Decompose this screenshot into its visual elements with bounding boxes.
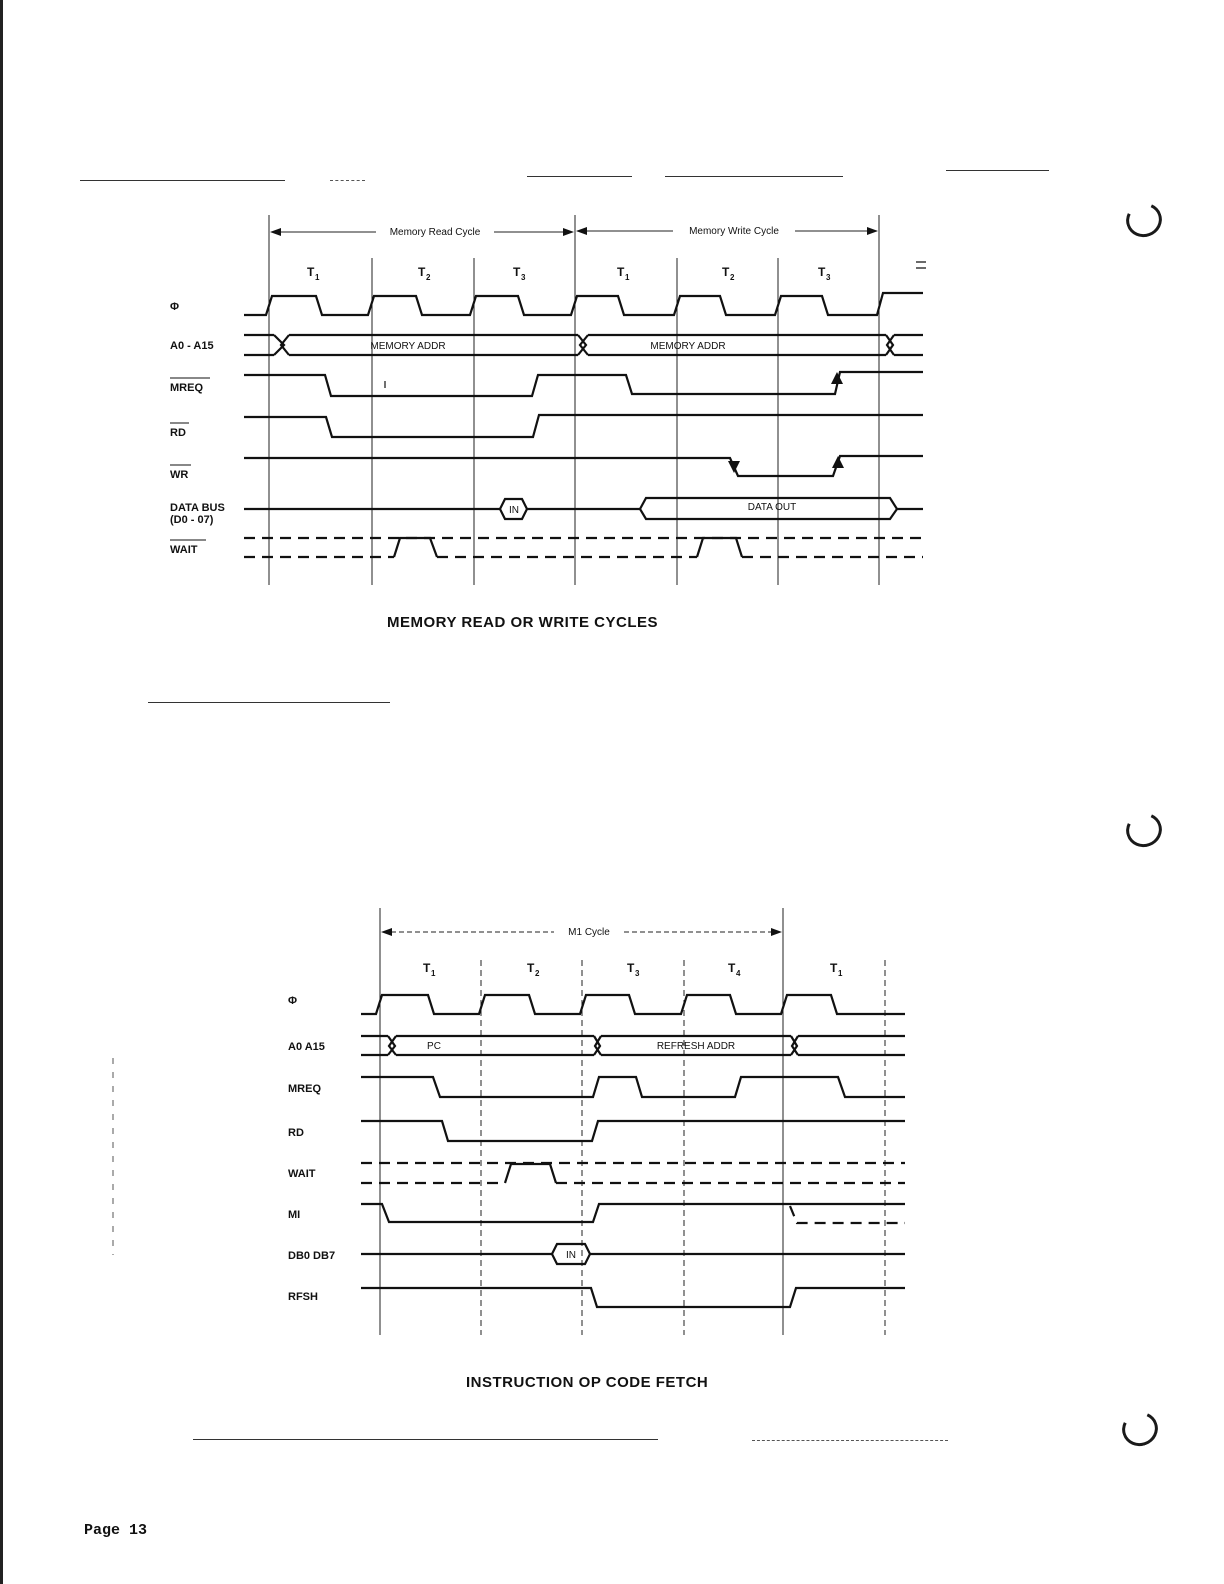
- t-state-subscript: 1: [838, 969, 843, 978]
- wait-signal-label: WAIT: [288, 1168, 316, 1180]
- read-cycle-label: Memory Read Cycle: [389, 227, 481, 238]
- data-bus-range-label: (D0 - 07): [170, 514, 214, 526]
- write-cycle-label: Memory Write Cycle: [689, 226, 779, 237]
- t-state-label: T: [307, 265, 315, 279]
- t-state-dividers: [481, 960, 885, 1335]
- t-state-label: T: [527, 961, 535, 975]
- t-state-subscript: 1: [431, 969, 436, 978]
- t-state-subscript: 3: [521, 273, 526, 282]
- rd-signal-label: RD: [170, 427, 186, 439]
- wait-waveform: [361, 1163, 905, 1183]
- t-state-subscript: 3: [635, 969, 640, 978]
- address-signal-label: A0 - A15: [170, 340, 214, 352]
- t-state-label: T: [513, 265, 521, 279]
- m1-cycle-span: [381, 927, 782, 938]
- t-state-subscript: 2: [535, 969, 540, 978]
- t-state-subscript: 1: [315, 273, 320, 282]
- wait-signal-label: WAIT: [170, 544, 198, 556]
- m1-waveform: [361, 1204, 905, 1223]
- address-value-refresh: REFRESH ADDR: [656, 1041, 736, 1052]
- signal-labels: [288, 995, 335, 1303]
- m1-signal-label: MI: [288, 1209, 301, 1221]
- clock-signal-label: Φ: [170, 301, 180, 313]
- t-state-subscript: 2: [730, 273, 735, 282]
- t-state-subscript: 3: [826, 273, 831, 282]
- t-state-subscript: 1: [625, 273, 630, 282]
- address-value-pc: PC: [427, 1041, 441, 1052]
- address-value-write: MEMORY ADDR: [650, 341, 726, 352]
- mreq-signal-label: MREQ: [170, 382, 203, 394]
- t-state-subscript: 2: [426, 273, 431, 282]
- t-state-label: T: [423, 961, 431, 975]
- t-state-label: T: [728, 961, 736, 975]
- mreq-signal-label: MREQ: [288, 1083, 321, 1095]
- m1-cycle-label: M1 Cycle: [568, 927, 610, 938]
- clock-signal-label: Φ: [288, 995, 298, 1007]
- rfsh-waveform: [361, 1288, 905, 1307]
- wr-signal-label: WR: [170, 469, 189, 481]
- data-in-label: IN: [509, 505, 519, 516]
- data-bus-signal-label: DB0 DB7: [288, 1250, 336, 1262]
- diagram1-caption: MEMORY READ OR WRITE CYCLES: [387, 614, 659, 631]
- t-state-labels: [423, 961, 843, 978]
- t-state-label: T: [818, 265, 826, 279]
- t-state-subscript: 4: [736, 969, 741, 978]
- t-state-label: T: [830, 961, 838, 975]
- address-signal-label: A0 A15: [288, 1041, 325, 1053]
- address-value-read: MEMORY ADDR: [370, 341, 446, 352]
- rd-waveform: [361, 1121, 905, 1141]
- rd-signal-label: RD: [288, 1127, 304, 1139]
- diagram2-caption: INSTRUCTION OP CODE FETCH: [466, 1374, 709, 1391]
- separator-line: [752, 1440, 948, 1441]
- mreq-waveform: [361, 1077, 905, 1097]
- data-out-label: DATA OUT: [747, 502, 797, 513]
- clock-waveform: [361, 995, 905, 1014]
- t-state-label: T: [418, 265, 426, 279]
- rfsh-signal-label: RFSH: [288, 1291, 318, 1303]
- separator-line: [193, 1439, 658, 1440]
- page-number: Page 13: [84, 1522, 148, 1539]
- address-bus-waveform: [361, 1036, 905, 1055]
- data-in-label: IN: [566, 1250, 576, 1261]
- t-state-label: T: [617, 265, 625, 279]
- data-bus-signal-label: DATA BUS: [170, 502, 225, 514]
- t-state-label: T: [722, 265, 730, 279]
- t-state-label: T: [627, 961, 635, 975]
- punch-hole-bottom: [1117, 1407, 1162, 1451]
- data-bus-waveform: [361, 1244, 905, 1264]
